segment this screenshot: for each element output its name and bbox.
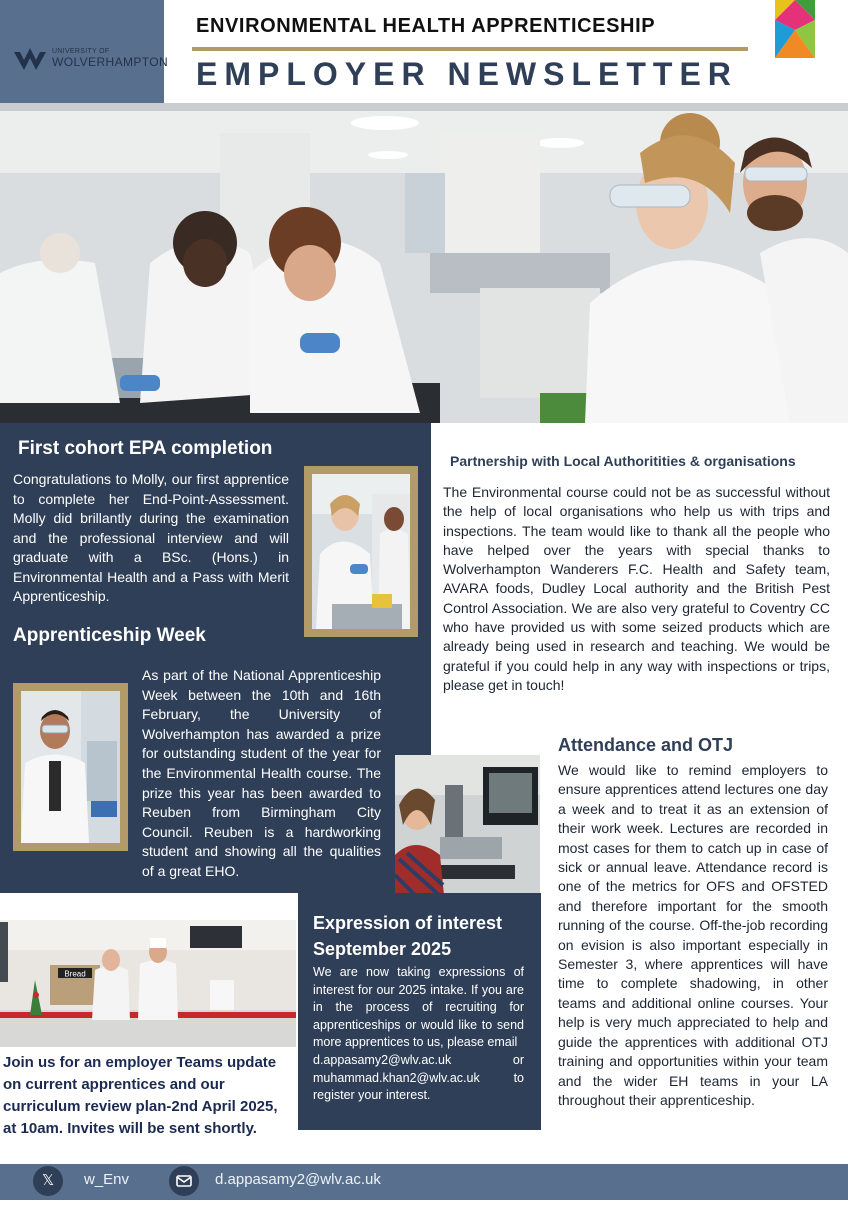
- attendance-heading: Attendance and OTJ: [558, 735, 734, 755]
- apprenticeship-week-heading: Apprenticeship Week: [13, 625, 206, 646]
- attendance-body: We would like to remind employers to ensure apprentices attend lectures one day a week and to treat it as an extension of their work week. Lectures are recorded in most cases for them to catch up in case of sick or annual leave. Attendance record is one of the metrics for OFS and OFSTED and therefore important for the smooth running of the course. Off-the-job recording on evision is also important especially in Semester 3, where apprentices will have time to complete shadowing, in other teams and additional online courses. Your help is very much appreciated to help and guide the apprentices with additional OTJ training and opportunities within your team and the wider EH teams in your LA throughout their apprenticeship.: [558, 762, 828, 1108]
- expression-body-end: to register your interest.: [313, 1070, 524, 1103]
- apprenticeship-emblem: [775, 0, 815, 58]
- microscope-photo: [395, 755, 540, 905]
- title-divider: [192, 47, 748, 51]
- kitchen-event-photo: [0, 920, 296, 1047]
- expression-email-1[interactable]: d.appasamy2@wlv.ac.uk: [313, 1052, 452, 1067]
- reuben-photo: [21, 691, 120, 843]
- university-name: WOLVERHAMPTON: [52, 55, 169, 69]
- expression-body-text: We are now taking expressions of interest for our 2025 intake. If you are in the process of recruiting for apprenticeships or would like to send more apprentices to us, please email: [313, 965, 524, 1050]
- epa-heading: First cohort EPA completion: [18, 438, 273, 459]
- expression-email-line: [313, 1052, 524, 1070]
- expression-email-2[interactable]: muhammad.khan2@wlv.ac.uk: [313, 1070, 480, 1085]
- x-social-icon[interactable]: 𝕏: [33, 1166, 63, 1196]
- x-handle[interactable]: w_Env: [84, 1171, 130, 1188]
- footer-email[interactable]: d.appasamy2@wlv.ac.uk: [215, 1171, 381, 1188]
- partnership-heading: Partnership with Local Authoritities & organisations: [450, 453, 796, 469]
- mail-icon[interactable]: [169, 1166, 199, 1196]
- bread-sign: Bread: [64, 969, 86, 979]
- expression-or: or: [512, 1052, 524, 1067]
- partnership-body: The Environmental course could not be as successful without the help of local organisations who help us with trips and inspections. The team would like to thank all the people who have helped over the years with special thanks to Wolverhampton Wanderers F.C. Health and Safety team, AVARA foods, Dudley Local authority and the British Pest Control Association. We are also very grateful to Coventry CC who have provided us with some seized products which are already being used in research and teaching. We would be grateful if you could help in any way with inspections or trips, please get in touch!: [443, 484, 830, 693]
- molly-photo-frame: [304, 466, 418, 637]
- molly-photo: [312, 474, 410, 629]
- university-small-label: UNIVERSITY OF: [52, 48, 110, 55]
- university-wordmark: [52, 48, 168, 69]
- apprenticeship-week-body: As part of the National Apprenticeship Week between the 10th and 16th February, the University of Wolverhampton has awarded a prize for outstanding student of the year for the Environmental Health course. The prize this year has been awarded to Reuben from Birmingham City Council. Reuben is a hardworking student and showing all the qualities of a great EHO.: [142, 667, 381, 879]
- hero-lab-photo: [0, 103, 848, 423]
- reuben-photo-frame: [13, 683, 128, 851]
- expression-body: [313, 964, 524, 1105]
- teams-update-notice: Join us for an employer Teams update on current apprentices and our curriculum review plan-2nd April 2025, at 10am. Invites will be sent shortly.: [3, 1054, 278, 1137]
- expression-heading: Expression of interest September 2025: [313, 913, 503, 959]
- epa-body: Congratulations to Molly, our first apprentice to complete her End-Point-Assessment. Molly did brillantly during the examination and the professional interview and will graduate with a BSc. (Hons.) in Environmental Health and a Pass with Merit Apprenticeship.: [13, 471, 289, 604]
- newsletter-subtitle: EMPLOYER NEWSLETTER: [196, 56, 738, 92]
- newsletter-title: ENVIRONMENTAL HEALTH APPRENTICESHIP: [196, 15, 656, 37]
